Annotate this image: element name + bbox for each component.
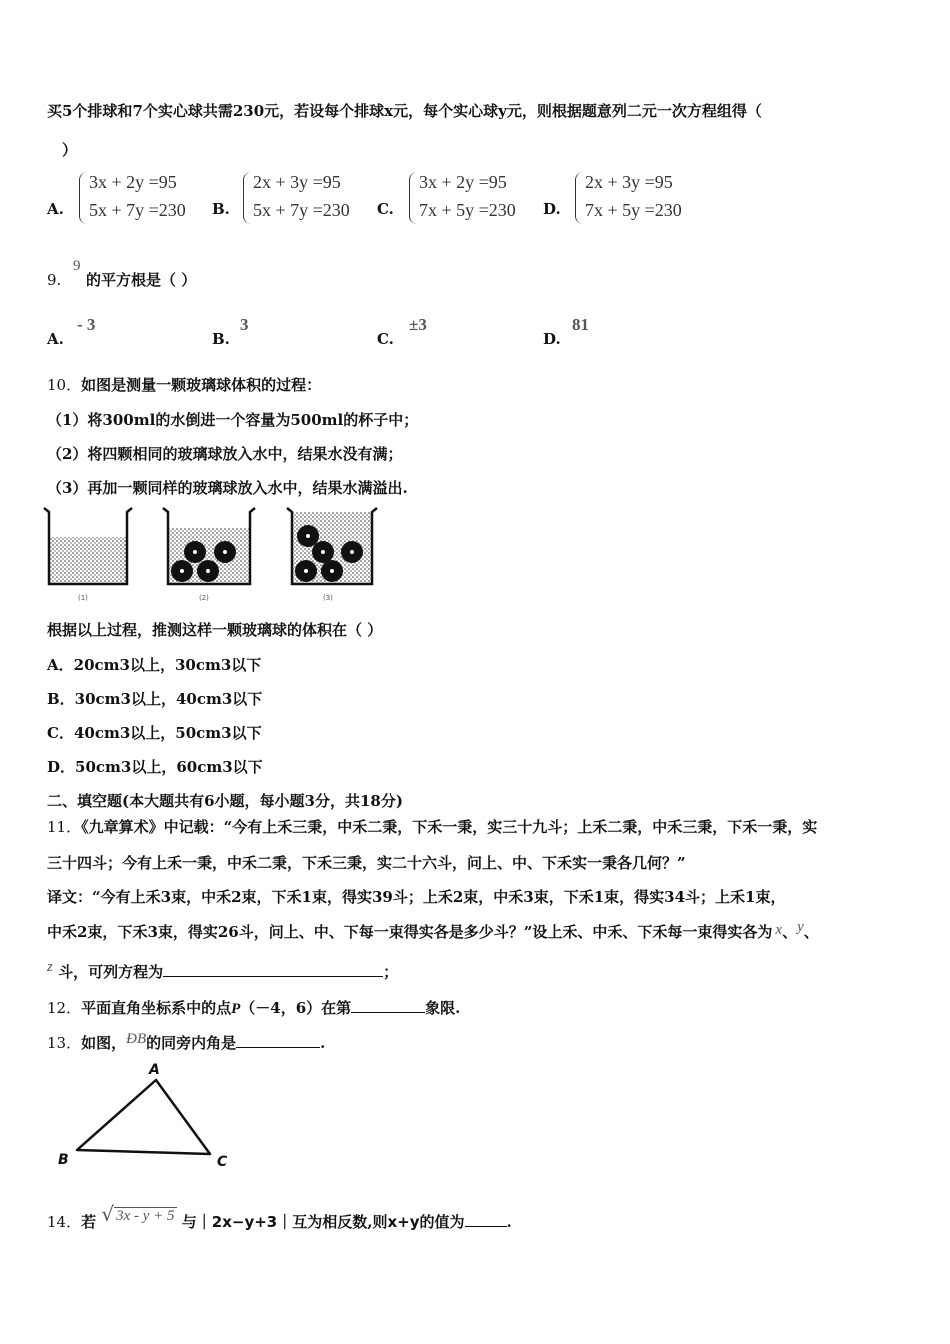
q11-line4 [47,919,819,943]
q10-option-c: C．40cm3以上，50cm3以下 [47,724,262,742]
q13-text-b: 的同旁内角是 [146,1034,237,1052]
q10-step-3: （3）再加一颗同样的玻璃球放入水中，结果水满溢出. [47,479,408,497]
beaker-1 [44,508,132,584]
q11-number: 11． [47,818,82,836]
q12-text-c: 象限. [425,999,461,1017]
q11-line2: 三十四斗；今有上禾一秉，中禾二秉，下禾三秉，实二十六斗，问上、中、下禾实一秉各几何？” [47,854,686,872]
q8-option-a-label: A. [47,200,64,218]
beaker-3 [287,508,377,584]
q9-option-c-label: C. [377,330,394,348]
q8-option-b-eq2: 5x + 7y =230 [253,200,350,220]
q9-option-d-value: 81 [572,315,589,334]
brace-icon [243,172,252,224]
q8-option-b-label: B. [212,200,230,218]
q8-option-a-eq2: 5x + 7y =230 [89,200,186,220]
q14-text-d: 的值为 [419,1213,465,1231]
q10-option-d: D．50cm3以上，60cm3以下 [47,758,263,776]
q9-radicand: 9 [73,258,81,274]
q8-option-d-label: D. [543,200,561,218]
brace-icon [79,172,88,224]
q9-option-c-value: ±3 [409,315,427,334]
vertex-a-label: A [149,1062,160,1078]
q9-option-d-label: D. [543,330,561,348]
q10-stem-text: 如图是测量一颗玻璃球体积的过程： [81,376,322,394]
q12-point: P [231,1001,241,1017]
q11-line3: 译文：“今有上禾3束，中禾2束，下禾1束，得实39斗；上禾2束，中禾3束，下禾1束，得实34斗；上禾1束， [47,888,786,906]
q14-expr: x+y [387,1213,420,1231]
q13-number: 13． [47,1034,82,1052]
brace-icon [409,172,418,224]
q8-stem-line2: ） [62,141,78,159]
q8-option-c-eq1: 3x + 2y =95 [419,172,507,192]
q13-answer-blank[interactable] [236,1031,320,1048]
q10-step-2: （2）将四颗相同的玻璃球放入水中，结果水没有满； [47,445,403,463]
q8-option-d-eq2: 7x + 5y =230 [585,200,682,220]
q11-var-z: z [47,959,53,975]
q11-line5-end: ； [383,963,399,981]
q8-option-d-eq1: 2x + 3y =95 [585,172,673,192]
q11-line4-text: 中禾2束，下禾3束，得实26斗，问上、中、下每一束得实各是多少斗？”设上禾、中禾、下禾每一束得实各为 [47,923,773,941]
q14 [47,1202,512,1233]
q12 [47,996,460,1019]
q12-text-b: （－4，6）在第 [240,999,352,1017]
q14-number: 14． [47,1213,82,1231]
q12-text-a: 平面直角坐标系中的点 [81,999,232,1017]
beaker-2 [163,508,255,584]
q11-var-y: y [797,919,804,935]
q11-line1-text: 《九章算术》中记载：“今有上禾三秉，中禾二秉，下禾一秉，实三十九斗；上禾二秉，中禾三秉，下禾一秉，实 [81,818,818,836]
triangle-abc [77,1080,210,1154]
q14-text-b: 与 [181,1213,197,1231]
figure-label-2: (2) [199,594,209,602]
q11-var-x: x [775,922,783,938]
vertex-b-label: B [58,1152,69,1168]
q11-sep2: 、 [803,923,819,941]
q11-line1 [47,817,817,837]
q14-answer-blank[interactable] [465,1210,507,1227]
q8-stem-line1: 买5个排球和7个实心球共需230元，若设每个排球x元，每个实心球y元，则根据题意列二元一次方程组得（ [47,102,762,120]
q8-option-c-eq2: 7x + 5y =230 [419,200,516,220]
q9-option-b-label: B. [212,330,230,348]
q11-line5-text: 斗，可列方程为 [58,963,164,981]
q11-sep1: 、 [782,923,798,941]
q14-text-a: 若 [81,1213,97,1231]
brace-icon [575,172,584,224]
q13-text-c: . [320,1034,326,1052]
q12-number: 12． [47,999,82,1017]
q9-number: 9. [47,271,62,289]
q9-option-a-label: A. [47,330,64,348]
q11-line5 [47,960,398,983]
q8-option-c-label: C. [377,200,394,218]
q13-text-a: 如图， [81,1034,127,1052]
q10-question: 根据以上过程，推测这样一颗玻璃球的体积在（ ） [47,621,383,639]
q10-stem [47,375,321,395]
q12-answer-blank[interactable] [351,996,425,1013]
q8-option-b-eq1: 2x + 3y =95 [253,172,341,192]
vertex-c-label: C [217,1154,228,1170]
q10-number: 10． [47,376,82,394]
q14-radicand: 3x - y + 5 [116,1208,175,1224]
q11-answer-blank[interactable] [163,960,383,977]
q9-option-b-value: 3 [240,315,249,334]
q13-angle: ÐB [126,1031,147,1047]
q14-text-c: 互为相反数,则 [292,1213,388,1231]
q13 [47,1031,325,1054]
sqrt-icon: √ [101,1202,115,1226]
q9-option-a-value: - 3 [77,315,96,334]
q8-option-a-eq1: 3x + 2y =95 [89,172,177,192]
q10-step-1: （1）将300ml的水倒进一个容量为500ml的杯子中； [47,411,419,429]
figure-label-1: (1) [78,594,88,602]
q9-stem: 的平方根是（ ） [86,271,197,289]
section-2-title: 二、填空题(本大题共有6小题，每小题3分，共18分) [47,792,403,810]
triangle-figure [52,1058,242,1172]
q10-option-b: B．30cm3以上，40cm3以下 [47,690,263,708]
q10-option-a: A．20cm3以上，30cm3以下 [47,656,262,674]
q14-text-e: . [506,1213,512,1231]
q14-abs-expr: ｜2x−y+3｜ [196,1213,293,1231]
figure-label-3: (3) [323,594,333,602]
beaker-figure [40,500,390,604]
